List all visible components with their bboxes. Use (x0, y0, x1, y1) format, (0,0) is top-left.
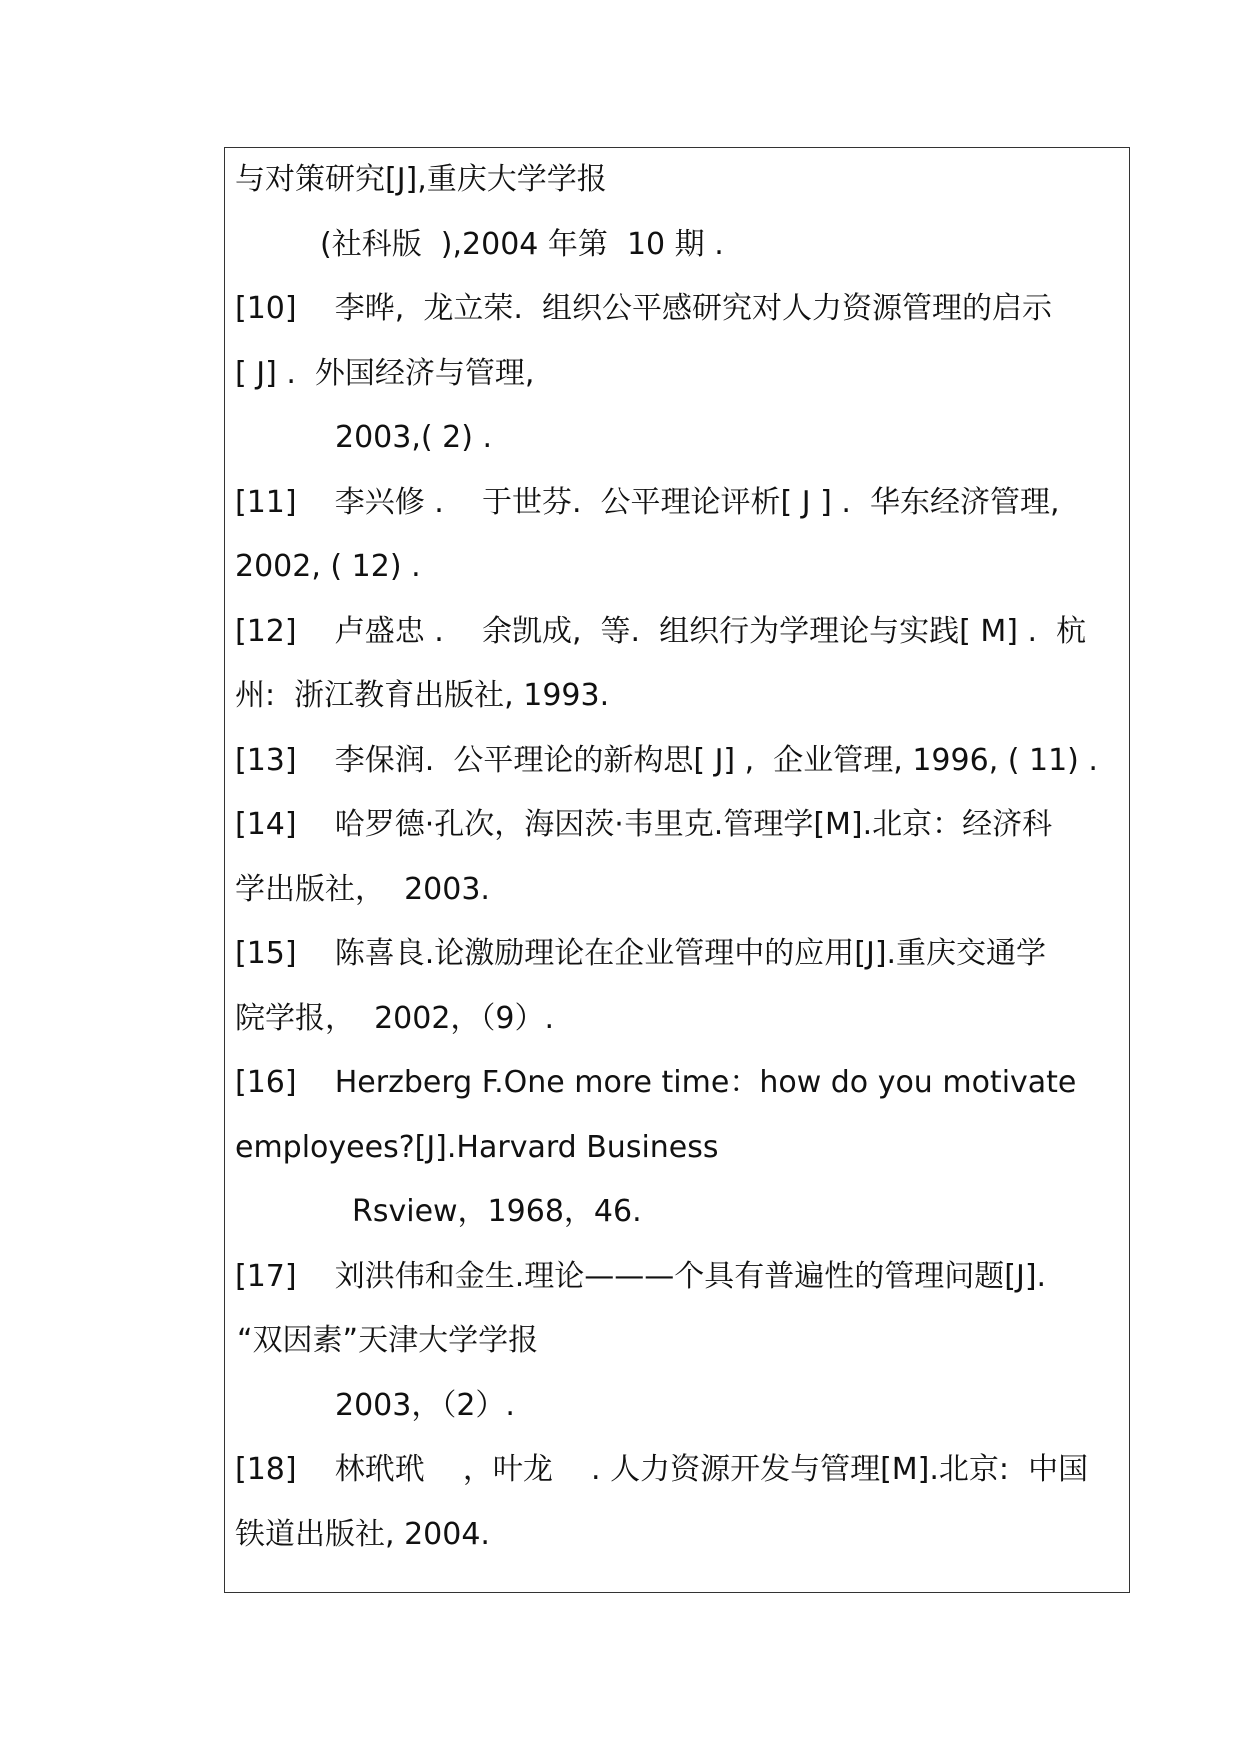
reference-line: 2003，（2）. (335, 1387, 515, 1423)
reference-line: 铁道出版社, 2004. (235, 1516, 490, 1552)
reference-line: [11] 李兴修 . 于世芬. 公平理论评析[ J ] . 华东经济管理, (235, 484, 1060, 520)
reference-line: 与对策研究[J],重庆大学学报 (235, 162, 607, 197)
reference-list (235, 160, 1135, 1579)
reference-line: [17] 刘洪伟和金生.理论———个具有普遍性的管理问题[J]. (235, 1258, 1047, 1294)
reference-line: employees?[J].Harvard Business (235, 1129, 719, 1165)
reference-line: “双因素”天津大学学报 (237, 1323, 539, 1358)
reference-line: 2002, ( 12) . (235, 549, 421, 584)
reference-line: 2003,( 2) . (335, 420, 492, 455)
reference-line: [10] 李晔, 龙立荣. 组织公平感研究对人力资源管理的启示 (235, 291, 1052, 326)
reference-line: [13] 李保润. 公平理论的新构思[ J] , 企业管理, 1996, ( 11) . (235, 742, 1098, 778)
reference-line: [14] 哈罗德·孔次，海因茨·韦里克.管理学[M].北京：经济科 (235, 807, 1053, 842)
reference-line: 州: 浙江教育出版社, 1993. (235, 678, 610, 713)
reference-line: 院学报， 2002，（9）. (235, 1000, 555, 1036)
reference-line: [15] 陈喜良.论激励理论在企业管理中的应用[J].重庆交通学 (235, 936, 1047, 971)
reference-line: [16] Herzberg F.One more time：how do you motivate (235, 1065, 1077, 1100)
reference-line: (社科版 ),2004 年第 10 期 . (320, 226, 724, 262)
reference-line: [12] 卢盛忠 . 余凯成, 等. 组织行为学理论与实践[ M] . 杭 (235, 613, 1087, 649)
reference-line: 学出版社， 2003. (235, 871, 490, 907)
reference-line: Rsview，1968，46. (352, 1194, 642, 1229)
reference-line: [18] 林玳玳 ，叶龙 . 人力资源开发与管理[M].北京: 中国 (235, 1452, 1089, 1487)
references-table-cell (224, 147, 1130, 1593)
reference-line: [ J] . 外国经济与管理, (235, 355, 535, 391)
